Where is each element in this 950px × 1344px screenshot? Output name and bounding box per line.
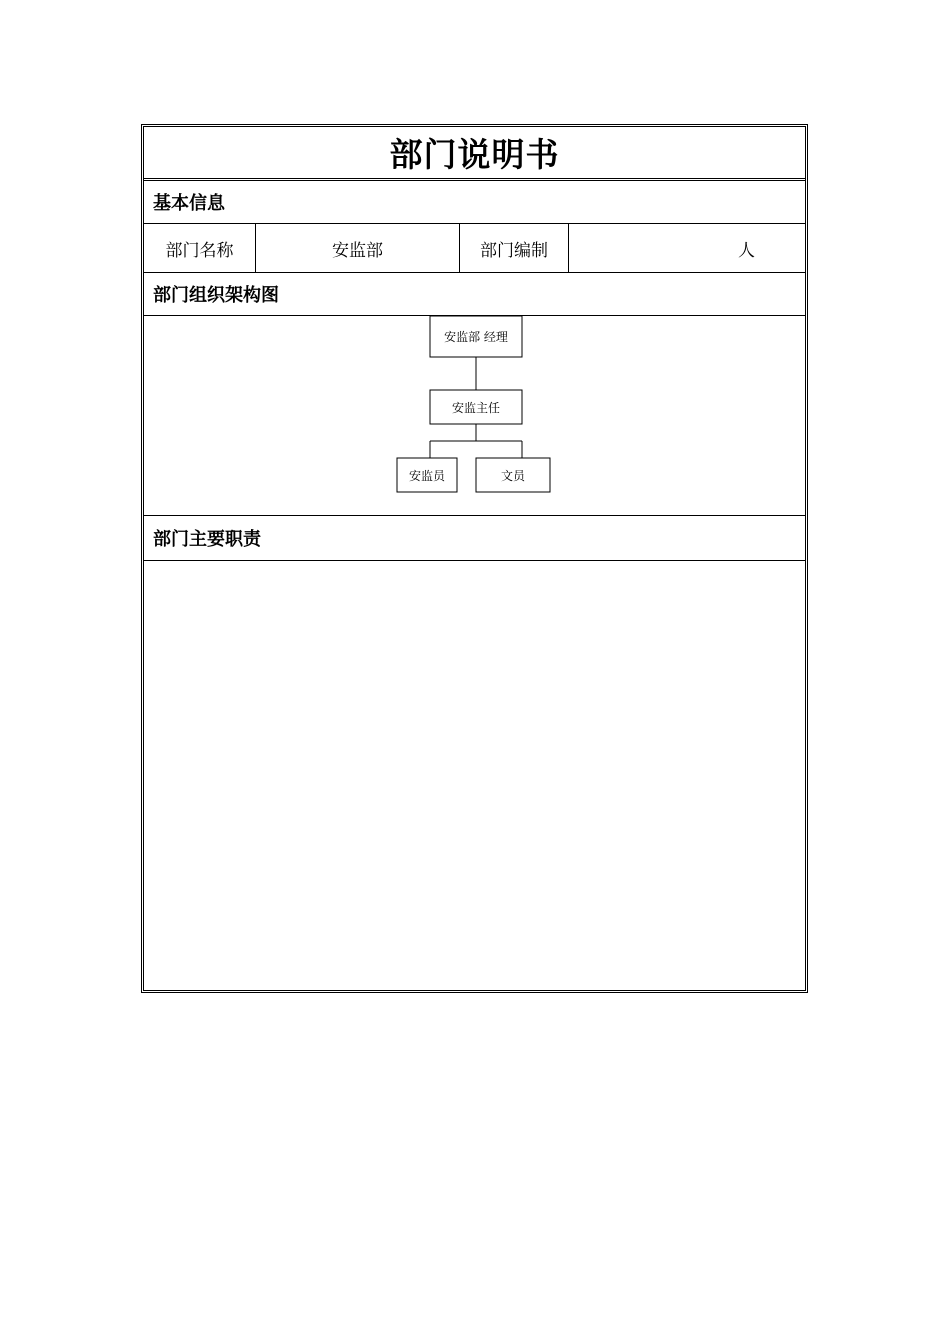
inspector-node-label: 安监员 [408,469,446,483]
clerk-node-label: 文员 [500,469,526,483]
page-title: 部门说明书 [389,135,560,174]
org-chart-section-header [144,273,805,316]
director-node-label: 安监主任 [451,401,501,415]
department-staffing-label: 部门编制 [460,224,569,272]
basic-info-section-header [144,181,805,224]
basic-info-heading: 基本信息 [153,193,225,214]
org-chart-area [144,316,805,516]
duties-heading: 部门主要职责 [153,529,261,550]
org-chart-heading: 部门组织架构图 [153,285,279,306]
department-staffing-value: 人 [738,240,755,261]
department-description-form [141,124,808,993]
department-name-value: 安监部 [256,224,460,272]
duties-section-header [144,516,805,561]
title-row [144,127,805,181]
org-chart-diagram [144,316,805,516]
department-name-label: 部门名称 [144,224,256,272]
basic-info-row [144,224,805,273]
manager-node-label: 安监部 经理 [444,330,508,344]
duties-content-area [144,561,805,990]
